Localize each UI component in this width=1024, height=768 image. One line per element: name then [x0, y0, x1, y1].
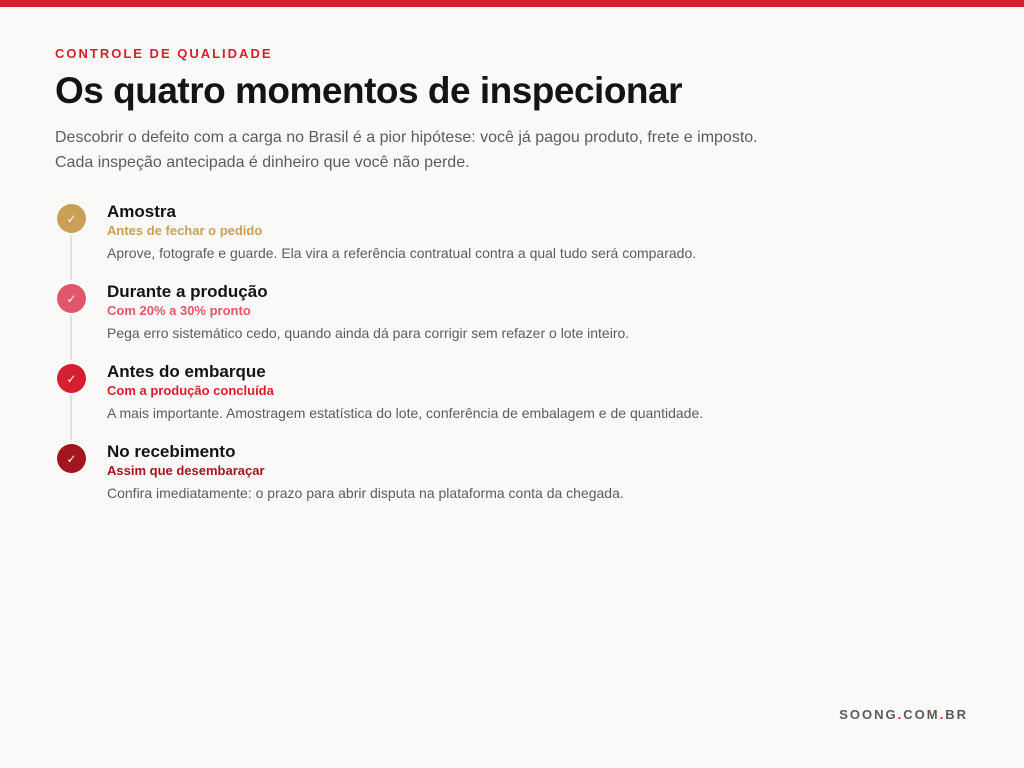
step-title: Amostra — [107, 202, 176, 221]
timeline-step-antes-embarque — [55, 362, 935, 442]
timeline-step-durante-producao — [55, 282, 935, 362]
timeline-step-recebimento — [55, 442, 935, 522]
check-icon: ✓ — [57, 204, 86, 233]
brand-part: SOONG — [839, 707, 898, 722]
step-timing: Antes de fechar o pedido — [107, 223, 263, 238]
step-title: Antes do embarque — [107, 362, 266, 381]
check-icon: ✓ — [57, 364, 86, 393]
brand-part: BR — [945, 707, 968, 722]
step-title: No recebimento — [107, 442, 236, 461]
intro-line-1: Descobrir o defeito com a carga no Brasil é a pior hipótese: você já pagou produto, frete e imposto. — [55, 129, 758, 146]
timeline-connector — [70, 235, 72, 280]
brand-separator: . — [939, 707, 946, 722]
step-timing: Com 20% a 30% pronto — [107, 303, 251, 318]
step-timing: Assim que desembaraçar — [107, 463, 265, 478]
step-description: Aprove, fotografe e guarde. Ela vira a referência contratual contra a qual tudo será comparado. — [107, 245, 697, 261]
intro-paragraph — [55, 125, 915, 175]
timeline-connector — [70, 315, 72, 360]
step-content — [107, 362, 927, 423]
footer-brand — [839, 707, 968, 722]
check-icon: ✓ — [57, 444, 86, 473]
brand-part: COM — [903, 707, 940, 722]
step-content — [107, 282, 927, 343]
intro-line-2: Cada inspeção antecipada é dinheiro que você não perde. — [55, 154, 470, 171]
step-description: Confira imediatamente: o prazo para abrir disputa na plataforma conta da chegada. — [107, 485, 624, 501]
step-title: Durante a produção — [107, 282, 268, 301]
brand-separator: . — [897, 707, 904, 722]
check-icon: ✓ — [57, 284, 86, 313]
step-content — [107, 442, 927, 503]
page-title: Os quatro momentos de inspecionar — [55, 70, 683, 111]
timeline-connector — [70, 395, 72, 440]
inspection-timeline — [55, 202, 935, 522]
step-description: Pega erro sistemático cedo, quando ainda dá para corrigir sem refazer o lote inteiro. — [107, 325, 630, 341]
step-timing: Com a produção concluída — [107, 383, 274, 398]
step-description: A mais importante. Amostragem estatística do lote, conferência de embalagem e de quantidade. — [107, 405, 704, 421]
step-content — [107, 202, 927, 263]
top-accent-bar — [0, 0, 1024, 7]
section-eyebrow: CONTROLE DE QUALIDADE — [55, 46, 273, 61]
timeline-step-amostra — [55, 202, 935, 282]
